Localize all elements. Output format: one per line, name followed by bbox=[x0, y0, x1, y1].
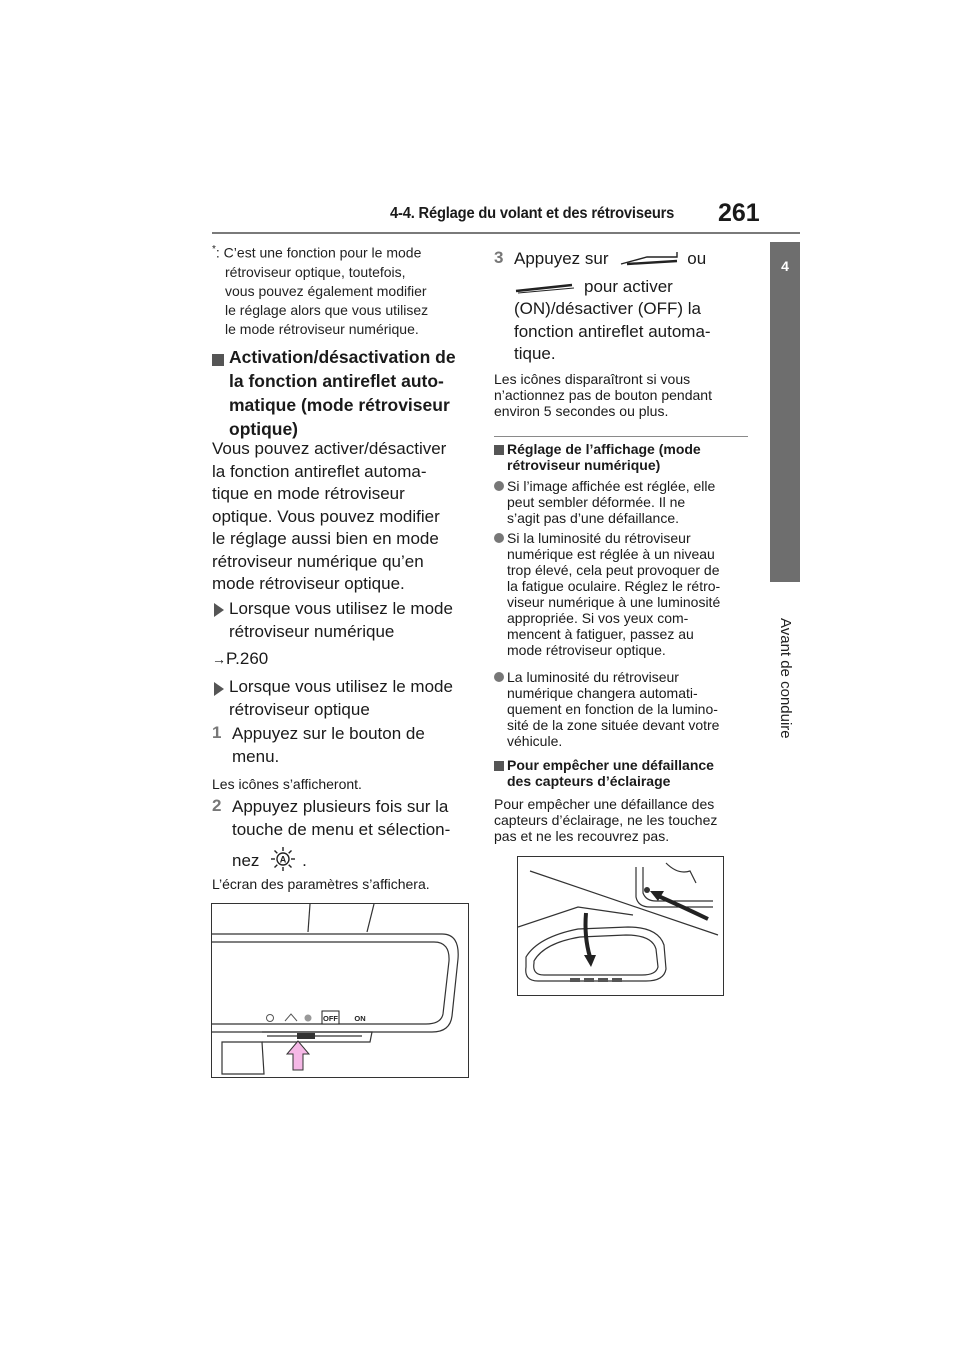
sensor-illustration bbox=[518, 857, 723, 995]
section-square-icon bbox=[494, 761, 504, 771]
step-2-note: L’écran des paramètres s’affichera. bbox=[212, 876, 430, 892]
section-title-line: optique) bbox=[229, 419, 299, 439]
footnote-mark: * bbox=[212, 244, 216, 255]
bullet-line: appropriée. Si vos yeux com- bbox=[507, 610, 689, 626]
bullet-item bbox=[507, 669, 757, 749]
note-line: environ 5 secondes ou plus. bbox=[494, 403, 669, 419]
title-line: des capteurs d’éclairage bbox=[507, 773, 671, 789]
footnote-line: : C’est une fonction pour le mode bbox=[215, 244, 422, 261]
bullet-line: quement en fonction de la lumino- bbox=[507, 701, 718, 717]
step-line: Appuyez plusieurs fois sur la bbox=[232, 797, 449, 816]
intro-paragraph bbox=[212, 438, 472, 596]
step-1-text bbox=[232, 723, 472, 768]
display-section-title bbox=[507, 441, 757, 473]
header-rule bbox=[212, 232, 800, 234]
step-3-line-2 bbox=[514, 276, 754, 299]
intro-line: tique en mode rétroviseur bbox=[212, 484, 405, 503]
step-3-note bbox=[494, 371, 754, 419]
sensor-text bbox=[494, 796, 759, 844]
page-number: 261 bbox=[718, 199, 760, 227]
bullet-line: numérique est réglée à un niveau bbox=[507, 546, 715, 562]
step-2-last-line bbox=[232, 846, 307, 873]
step-line: Appuyez sur le bouton de bbox=[232, 724, 425, 743]
text-line: capteurs d’éclairage, ne les touchez bbox=[494, 812, 718, 828]
footnote-line: le mode rétroviseur numérique. bbox=[225, 320, 419, 337]
case-optical-line: rétroviseur optique bbox=[229, 699, 370, 719]
note-line: Les icônes disparaîtront si vous bbox=[494, 371, 691, 387]
bullet-line: trop élevé, cela peut provoquer de bbox=[507, 562, 720, 578]
step-line: ou bbox=[687, 249, 707, 268]
svg-text:A: A bbox=[279, 854, 287, 865]
chapter-number: 4 bbox=[781, 258, 789, 274]
chapter-label-text: Avant de conduire bbox=[777, 618, 794, 739]
bullet-line: La luminosité du rétroviseur bbox=[507, 669, 679, 685]
running-header-title: 4-4. Réglage du volant et des rétroviseurs bbox=[390, 205, 675, 222]
bullet-dot-icon bbox=[494, 533, 504, 543]
arrow-right-icon: → bbox=[212, 651, 226, 667]
section-title-line: Activation/désactivation de bbox=[229, 347, 456, 367]
section-square-icon bbox=[212, 354, 224, 366]
auto-dimming-sun-icon bbox=[270, 846, 296, 872]
switch-up-icon bbox=[619, 249, 681, 267]
step-1-note: Les icônes s’afficheront. bbox=[212, 776, 362, 792]
bullet-line: Si la luminosité du rétroviseur bbox=[507, 530, 691, 546]
switch-down-icon bbox=[514, 277, 576, 295]
step-line: menu. bbox=[232, 746, 280, 766]
intro-line: rétroviseur numérique qu’en bbox=[212, 551, 424, 571]
note-line: n’actionnez pas de bouton pendant bbox=[494, 387, 712, 403]
step-line: fonction antireflet automa- bbox=[514, 321, 711, 341]
title-line: rétroviseur numérique) bbox=[507, 457, 661, 473]
bullet-line: mode rétroviseur optique. bbox=[507, 642, 666, 658]
bullet-line: mencent à fatiguer, passez au bbox=[507, 626, 694, 642]
section-square-icon bbox=[494, 445, 504, 455]
intro-line: la fonction antireflet automa- bbox=[212, 461, 427, 481]
footnote bbox=[212, 240, 472, 339]
bullet-item bbox=[507, 530, 757, 658]
mirror-illustration bbox=[212, 904, 468, 1077]
page-reference bbox=[212, 648, 268, 671]
section-title-line: matique (mode rétroviseur bbox=[229, 395, 450, 415]
bullet-dot-icon bbox=[494, 481, 504, 491]
bullet-line: peut sembler déformée. Il ne bbox=[507, 494, 686, 510]
bullet-line: la fatigue oculaire. Réglez le rétro- bbox=[507, 578, 721, 594]
bullet-line: s’agit pas d’une défaillance. bbox=[507, 510, 680, 526]
title-line: Réglage de l’affichage (mode bbox=[507, 441, 701, 457]
case-optical-line: Lorsque vous utilisez le mode bbox=[229, 677, 453, 696]
triangle-bullet-icon bbox=[214, 603, 224, 617]
footnote-line: vous pouvez également modifier bbox=[225, 282, 427, 299]
step-line: . bbox=[302, 851, 307, 870]
step-number: 1 bbox=[212, 723, 222, 742]
light-sensor-figure bbox=[517, 856, 724, 996]
bullet-line: Si l’image affichée est réglée, elle bbox=[507, 478, 716, 494]
bullet-line: numérique changera automati- bbox=[507, 685, 698, 701]
case-digital-line: rétroviseur numérique bbox=[229, 621, 395, 641]
step-line: Appuyez sur bbox=[514, 249, 609, 268]
chapter-tab bbox=[770, 242, 800, 582]
section-title bbox=[229, 345, 469, 441]
text-line: pas et ne les recouvrez pas. bbox=[494, 828, 670, 844]
step-line: (ON)/désactiver (OFF) la bbox=[514, 299, 702, 318]
title-line: Pour empêcher une défaillance bbox=[507, 757, 714, 773]
triangle-bullet-icon bbox=[214, 682, 224, 696]
step-2-text bbox=[232, 796, 477, 841]
intro-line: mode rétroviseur optique. bbox=[212, 574, 405, 593]
step-3-line-1 bbox=[514, 248, 754, 271]
bullet-item bbox=[507, 478, 757, 526]
press-arrow-icon bbox=[287, 1041, 309, 1070]
step-line: touche de menu et sélection- bbox=[232, 819, 451, 839]
bullet-line: sité de la zone située devant votre bbox=[507, 717, 720, 733]
intro-line: Vous pouvez activer/désactiver bbox=[212, 439, 447, 458]
section-divider bbox=[494, 436, 748, 437]
off-label: OFF bbox=[323, 1014, 338, 1023]
page-reference-text: P.260 bbox=[226, 649, 269, 668]
section-title-line: la fonction antireflet auto- bbox=[229, 371, 444, 391]
case-digital bbox=[229, 598, 479, 643]
intro-line: optique. Vous pouvez modifier bbox=[212, 506, 440, 526]
footnote-line: le réglage alors que vous utilisez bbox=[225, 301, 429, 318]
chapter-label bbox=[772, 618, 798, 758]
on-label: ON bbox=[354, 1014, 366, 1023]
bullet-dot-icon bbox=[494, 672, 504, 682]
step-3-more bbox=[514, 298, 754, 366]
bullet-line: véhicule. bbox=[507, 733, 563, 749]
case-optical bbox=[229, 676, 479, 721]
mirror-menu-figure bbox=[211, 903, 469, 1078]
step-line: tique. bbox=[514, 344, 556, 363]
step-number: 2 bbox=[212, 796, 222, 815]
step-line: pour activer bbox=[584, 277, 673, 296]
step-line: nez bbox=[232, 851, 260, 870]
sensor-section-title bbox=[507, 757, 757, 789]
case-digital-line: Lorsque vous utilisez le mode bbox=[229, 599, 453, 618]
footnote-line: rétroviseur optique, toutefois, bbox=[225, 263, 406, 280]
bullet-line: viseur numérique à une luminosité bbox=[507, 594, 721, 610]
intro-line: le réglage aussi bien en mode bbox=[212, 529, 439, 548]
text-line: Pour empêcher une défaillance des bbox=[494, 796, 715, 812]
step-number: 3 bbox=[494, 248, 504, 267]
